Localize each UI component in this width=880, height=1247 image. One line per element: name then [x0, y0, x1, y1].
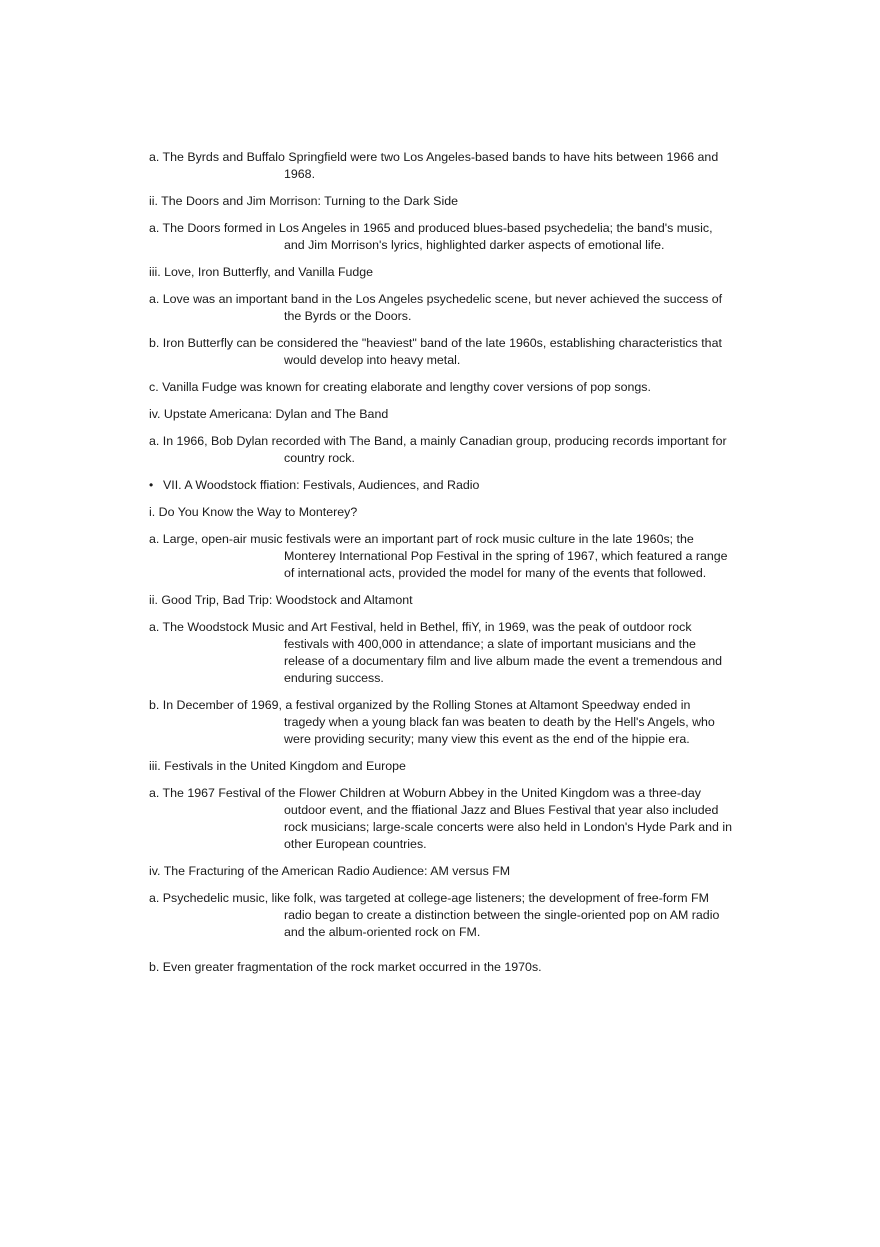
outline-item: c. Vanilla Fudge was known for creating elaborate and lengthy cover versions of pop songs.: [149, 380, 651, 394]
outline-heading: i. Do You Know the Way to Monterey?: [149, 505, 358, 519]
outline-item: a. The Byrds and Buffalo Springfield were two Los Angeles-based bands to have hits between 1966 and 1968.: [149, 150, 719, 181]
outline-item: a. In 1966, Bob Dylan recorded with The Band, a mainly Canadian group, producing records important for country rock.: [149, 434, 727, 465]
outline-item: a. Psychedelic music, like folk, was targeted at college-age listeners; the development of free-form FM radio began to create a distinction between the single-oriented pop on AM radio and the album-oriented rock on FM.: [149, 891, 720, 939]
outline-heading: iv. The Fracturing of the American Radio Audience: AM versus FM: [149, 864, 511, 878]
bullet-icon: •: [149, 478, 154, 492]
section-heading-text: VII. A Woodstock ffiation: Festivals, Audiences, and Radio: [163, 478, 480, 492]
outline-item: a. The 1967 Festival of the Flower Children at Woburn Abbey in the United Kingdom was a three-day outdoor event, and the ffiational Jazz and Blues Festival that year also included rock musicians; large-scale concerts were also held in London's Hyde Park and in other European countries.: [149, 786, 732, 851]
outline-heading: iii. Love, Iron Butterfly, and Vanilla Fudge: [149, 265, 374, 279]
outline-item: a. Large, open-air music festivals were an important part of rock music culture in the late 1960s; the Monterey International Pop Festival in the spring of 1967, which featured a range of international acts, provided the model for many of the events that followed.: [149, 532, 728, 580]
outline-item: a. The Woodstock Music and Art Festival, held in Bethel, ffiY, in 1969, was the peak of outdoor rock festivals with 400,000 in attendance; a slate of important musicians and the release of a documentary film and live album made the event a tremendous and enduring success.: [149, 620, 723, 685]
outline-heading: ii. The Doors and Jim Morrison: Turning to the Dark Side: [149, 194, 458, 208]
outline-item: a. Love was an important band in the Los Angeles psychedelic scene, but never achieved the success of the Byrds or the Doors.: [149, 292, 723, 323]
document-body: [149, 149, 734, 986]
section-heading: [149, 477, 734, 494]
outline-heading: iii. Festivals in the United Kingdom and Europe: [149, 759, 406, 773]
outline-heading: ii. Good Trip, Bad Trip: Woodstock and Altamont: [149, 593, 413, 607]
outline-item: b. Even greater fragmentation of the rock market occurred in the 1970s.: [149, 960, 542, 974]
outline-item: b. Iron Butterfly can be considered the "heaviest" band of the late 1960s, establishing characteristics that would develop into heavy metal.: [149, 336, 722, 367]
outline-heading: iv. Upstate Americana: Dylan and The Band: [149, 407, 389, 421]
outline-item: b. In December of 1969, a festival organized by the Rolling Stones at Altamont Speedway ended in tragedy when a young black fan was beaten to death by the Hell's Angels, who were providing security; many view this event as the end of the hippie era.: [149, 698, 715, 746]
outline-item: a. The Doors formed in Los Angeles in 1965 and produced blues-based psychedelia; the band's music, and Jim Morrison's lyrics, highlighted darker aspects of emotional life.: [149, 221, 713, 252]
